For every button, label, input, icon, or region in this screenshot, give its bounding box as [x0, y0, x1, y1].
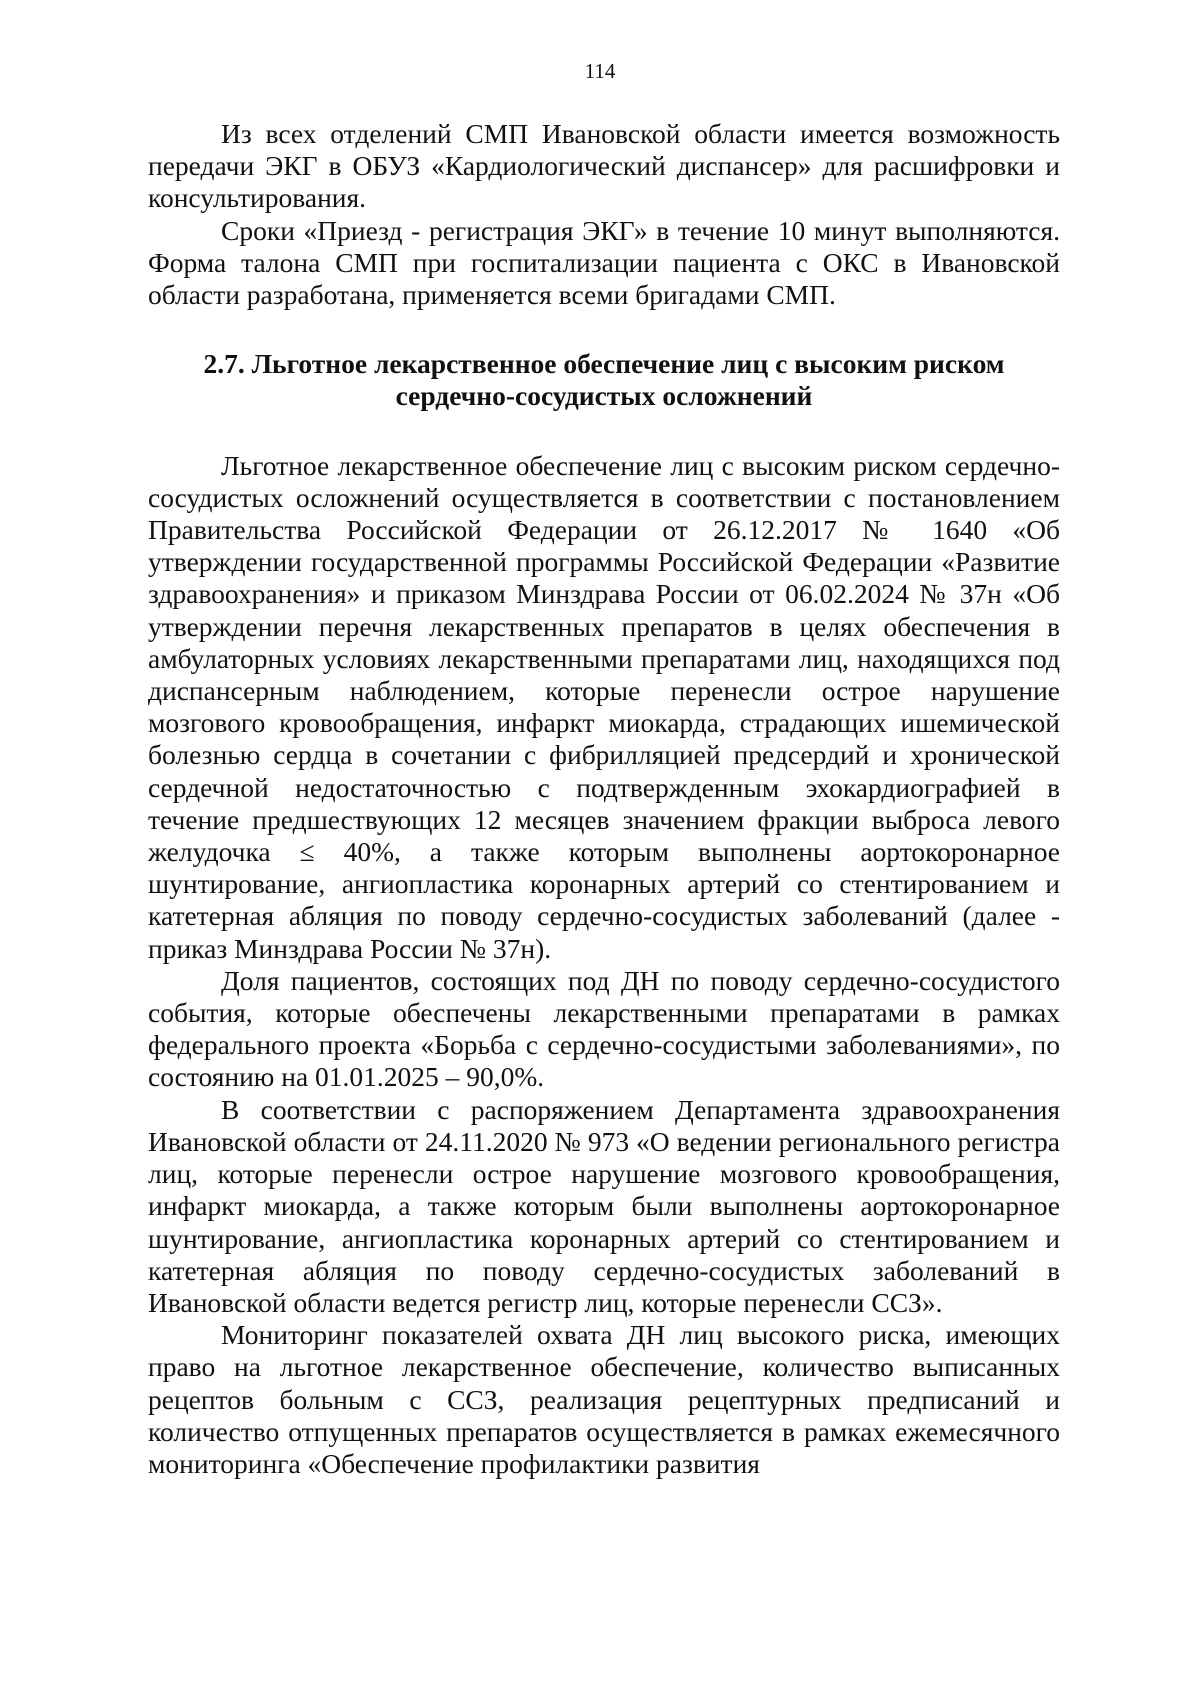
page-number: 114	[584, 59, 616, 83]
paragraph-ecg-transmission: Из всех отделений СМП Ивановской области имеется возможность передачи ЭКГ в ОБУЗ «Кардиологический диспансер» для расшифровки и консультирования.	[148, 118, 1060, 214]
section-heading-line-1: 2.7. Льготное лекарственное обеспечение лиц с высоким риском	[203, 348, 1005, 380]
paragraph-patient-share: Доля пациентов, состоящих под ДН по поводу сердечно-сосудистого события, которые обеспечены лекарственными препаратами в рамках федерального проекта «Борьба с сердечно-сосудистыми заболеваниями», по состоянию на 01.01.2025 – 90,0%.	[148, 964, 1060, 1093]
section-heading	[148, 348, 1060, 412]
paragraph-regional-register: В соответствии с распоряжением Департамента здравоохранения Ивановской области от 24.11.2020 № 973 «О ведении регионального регистра лиц, которые перенесли острое нарушение мозгового кровообращения, инфаркт миокарда, а также которым были выполнены аортокоронарное шунтирование, ангиопластика коронарных артерий со стентированием и катетерная абляция по поводу сердечно-сосудистых заболеваний в Ивановской области ведется регистр лиц, которые перенесли ССЗ».	[148, 1093, 1060, 1318]
paragraph-drug-provision: Льготное лекарственное обеспечение лиц с высоким риском сердечно-сосудистых осложнений осуществляется в соответствии с постановлением Правительства Российской Федерации от 26.12.2017 № 1640 «Об утверждении государственной программы Российской Федерации «Развитие здравоохранения» и приказом Минздрава России от 06.02.2024 № 37н «Об утверждении перечня лекарственных препаратов в целях обеспечения в амбулаторных условиях лекарственными препаратами лиц, находящихся под диспансерным наблюдением, которые перенесли острое нарушение мозгового кровообращения, инфаркт миокарда, страдающих ишемической болезнью сердца в сочетании с фибрилляцией предсердий и хронической сердечной недостаточностью с подтвержденным эхокардиографией в течение предшествующих 12 месяцев значением фракции выброса левого желудочка ≤ 40%, а также которым выполнены аортокоронарное шунтирование, ангиопластика коронарных артерий со стентированием и катетерная абляция по поводу сердечно-сосудистых заболеваний (далее - приказ Минздрава России № 37н).	[148, 449, 1060, 964]
paragraph-monitoring: Мониторинг показателей охвата ДН лиц высокого риска, имеющих право на льготное лекарственное обеспечение, количество выписанных рецептов больным с ССЗ, реализация рецептурных предписаний и количество отпущенных препаратов осуществляется в рамках ежемесячного мониторинга «Обеспечение профилактики развития	[148, 1319, 1060, 1479]
paragraph-ecg-timing: Сроки «Приезд - регистрация ЭКГ» в течение 10 минут выполняются. Форма талона СМП при госпитализации пациента с ОКС в Ивановской области разработана, применяется всеми бригадами СМП.	[148, 214, 1060, 311]
section-heading-line-2: сердечно-сосудистых осложнений	[395, 380, 813, 412]
document-body	[148, 118, 1060, 1480]
